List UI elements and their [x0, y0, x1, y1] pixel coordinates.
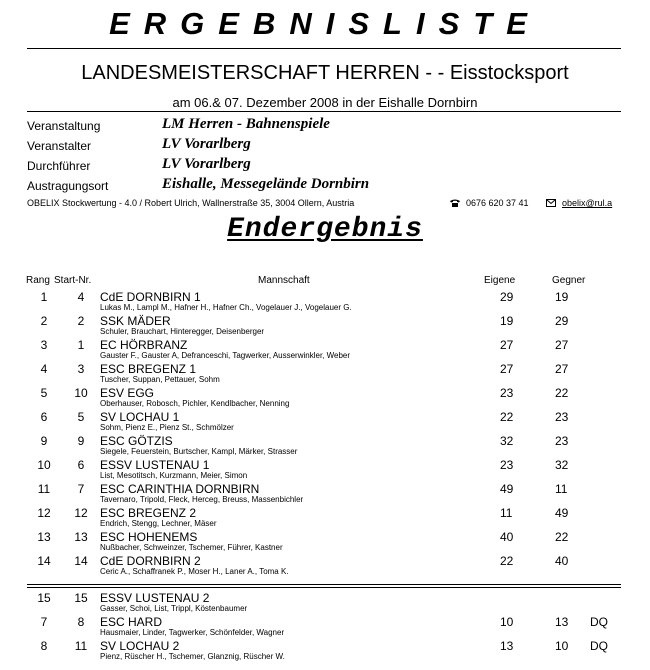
table-row	[0, 386, 650, 410]
qualification-divider	[27, 584, 621, 588]
phone-number: 0676 620 37 41	[466, 198, 529, 208]
team-players: Siegele, Feuerstein, Burtscher, Kampl, Märker, Strasser	[100, 447, 298, 456]
header-divider	[27, 111, 621, 112]
team-players: List, Mesotitsch, Kurzmann, Meier, Simon	[100, 471, 248, 480]
rank: 1	[40, 290, 48, 304]
table-row	[0, 482, 650, 506]
info-label-organizer: Veranstalter	[27, 139, 92, 153]
points-opponent: 22	[555, 530, 569, 544]
points-opponent: 13	[555, 615, 569, 629]
team-name: SSK MÄDER	[100, 314, 171, 328]
team-players: Schuler, Brauchart, Hinteregger, Deisenberger	[100, 327, 265, 336]
telephone-icon	[450, 199, 460, 209]
team-name: ESC BREGENZ 2	[100, 506, 197, 520]
start-number: 8	[77, 615, 85, 629]
points-own: 11	[500, 506, 513, 520]
team-name: SV LOCHAU 2	[100, 639, 180, 653]
team-players: Hausmaier, Linder, Tagwerker, Schönfelder, Wagner	[100, 628, 285, 637]
team-players: Endrich, Stengg, Lechner, Mäser	[100, 519, 217, 528]
points-own: 22	[500, 410, 514, 424]
envelope-icon	[546, 199, 556, 209]
start-number: 1	[77, 338, 85, 352]
team-players: Ceric A., Schaffranek P., Moser H., Laner A., Toma K.	[100, 567, 289, 576]
team-name: EC HÖRBRANZ	[100, 338, 188, 352]
table-row	[0, 362, 650, 386]
rank: 4	[40, 362, 48, 376]
points-opponent: 32	[555, 458, 569, 472]
column-header-team: Mannschaft	[258, 275, 310, 286]
team-name: ESC HOHENEMS	[100, 530, 198, 544]
points-own: 13	[500, 639, 514, 653]
rank: 14	[37, 554, 51, 568]
start-number: 10	[74, 386, 88, 400]
rank: 2	[40, 314, 48, 328]
start-number: 15	[74, 591, 88, 605]
column-header-start: Start-Nr.	[54, 275, 92, 286]
rank: 9	[40, 434, 48, 448]
points-opponent: 27	[555, 338, 569, 352]
team-name: ESC GÖTZIS	[100, 434, 173, 448]
disqualified-badge: DQ	[590, 639, 608, 653]
table-row	[0, 591, 650, 615]
rank: 3	[40, 338, 48, 352]
page-title: ERGEBNISLISTE	[109, 6, 541, 41]
rank: 5	[40, 386, 48, 400]
team-players: Pienz, Rüscher H., Tschemer, Glanznig, Rüscher W.	[100, 652, 285, 661]
team-name: ESV EGG	[100, 386, 155, 400]
start-number: 2	[77, 314, 85, 328]
start-number: 11	[74, 639, 88, 653]
points-own: 27	[500, 362, 514, 376]
software-credit: OBELIX Stockwertung - 4.0 / Robert Ulrich, Wallnerstraße 35, 3004 Ollern, Austria	[27, 198, 355, 208]
points-opponent: 40	[555, 554, 569, 568]
points-opponent: 49	[555, 506, 569, 520]
title-divider	[27, 48, 621, 49]
points-own: 27	[500, 338, 514, 352]
table-row	[0, 639, 650, 663]
rank: 8	[40, 639, 48, 653]
table-row	[0, 615, 650, 639]
team-players: Lukas M., Lampl M., Hafner H., Hafner Ch., Vogelauer J., Vogelauer G.	[100, 303, 352, 312]
info-value-venue: Eishalle, Messegelände Dornbirn	[162, 176, 370, 192]
points-own: 40	[500, 530, 514, 544]
team-name: CdE DORNBIRN 1	[100, 290, 201, 304]
start-number: 6	[77, 458, 85, 472]
start-number: 5	[77, 410, 85, 424]
column-header-eigene: Eigene	[484, 275, 516, 286]
start-number: 7	[77, 482, 85, 496]
disqualified-badge: DQ	[590, 615, 608, 629]
start-number: 3	[77, 362, 85, 376]
info-label-event: Veranstaltung	[27, 119, 101, 133]
info-value-executor: LV Vorarlberg	[162, 156, 251, 172]
start-number: 13	[74, 530, 88, 544]
points-own: 32	[500, 434, 514, 448]
start-number: 14	[74, 554, 88, 568]
team-name: ESC BREGENZ 1	[100, 362, 197, 376]
points-opponent: 23	[555, 410, 569, 424]
event-date: am 06.& 07. Dezember 2008 in der Eishalle Dornbirn	[172, 95, 478, 110]
column-header-gegner: Gegner	[552, 275, 586, 286]
team-players: Gauster F., Gauster A, Defranceschi, Tagwerker, Ausserwinkler, Weber	[100, 351, 351, 360]
points-opponent: 27	[555, 362, 569, 376]
table-row	[0, 458, 650, 482]
table-row	[0, 434, 650, 458]
team-players: Nußbacher, Schweinzer, Tschemer, Führer, Kastner	[100, 543, 283, 552]
rank: 15	[37, 591, 51, 605]
team-players: Oberhauser, Robosch, Pichler, Kendlbacher, Nenning	[100, 399, 290, 408]
table-row	[0, 554, 650, 578]
team-name: ESSV LUSTENAU 1	[100, 458, 210, 472]
email-link[interactable]: obelix@rul.a	[562, 198, 613, 208]
points-opponent: 10	[555, 639, 569, 653]
championship-title: LANDESMEISTERSCHAFT HERREN - - Eisstocksport	[81, 62, 569, 84]
points-own: 23	[500, 458, 514, 472]
start-number: 12	[74, 506, 88, 520]
rank: 7	[40, 615, 48, 629]
points-own: 10	[500, 615, 514, 629]
table-row	[0, 410, 650, 434]
info-label-venue: Austragungsort	[27, 179, 109, 193]
team-name: ESSV LUSTENAU 2	[100, 591, 210, 605]
team-name: CdE DORNBIRN 2	[100, 554, 201, 568]
points-opponent: 23	[555, 434, 569, 448]
team-players: Tuscher, Suppan, Pettauer, Sohm	[100, 375, 220, 384]
points-opponent: 29	[555, 314, 569, 328]
team-name: SV LOCHAU 1	[100, 410, 180, 424]
team-name: ESC HARD	[100, 615, 163, 629]
table-row	[0, 506, 650, 530]
start-number: 4	[77, 290, 85, 304]
team-players: Tavernaro, Tripold, Fleck, Herceg, Breuss, Massenbichler	[100, 495, 304, 504]
points-own: 22	[500, 554, 514, 568]
table-row	[0, 290, 650, 314]
info-value-event: LM Herren - Bahnenspiele	[162, 116, 330, 132]
rank: 6	[40, 410, 48, 424]
table-row	[0, 530, 650, 554]
info-value-organizer: LV Vorarlberg	[162, 136, 251, 152]
email-contact	[546, 198, 612, 209]
phone-contact	[450, 198, 529, 209]
info-label-executor: Durchführer	[27, 159, 91, 173]
points-opponent: 19	[555, 290, 569, 304]
points-own: 49	[500, 482, 514, 496]
column-header-rang: Rang	[26, 275, 50, 286]
team-players: Sohm, Pienz E., Pienz St., Schmölzer	[100, 423, 234, 432]
points-own: 23	[500, 386, 514, 400]
rank: 12	[37, 506, 51, 520]
points-own: 29	[500, 290, 514, 304]
points-opponent: 11	[555, 482, 568, 496]
table-row	[0, 314, 650, 338]
rank: 11	[37, 482, 51, 496]
start-number: 9	[77, 434, 85, 448]
table-row	[0, 338, 650, 362]
points-own: 19	[500, 314, 514, 328]
section-title: Endergebnis	[227, 214, 423, 245]
team-name: ESC CARINTHIA DORNBIRN	[100, 482, 260, 496]
team-players: Gasser, Schoi, List, Trippl, Köstenbaumer	[100, 604, 248, 613]
rank: 13	[37, 530, 51, 544]
rank: 10	[37, 458, 51, 472]
points-opponent: 22	[555, 386, 569, 400]
